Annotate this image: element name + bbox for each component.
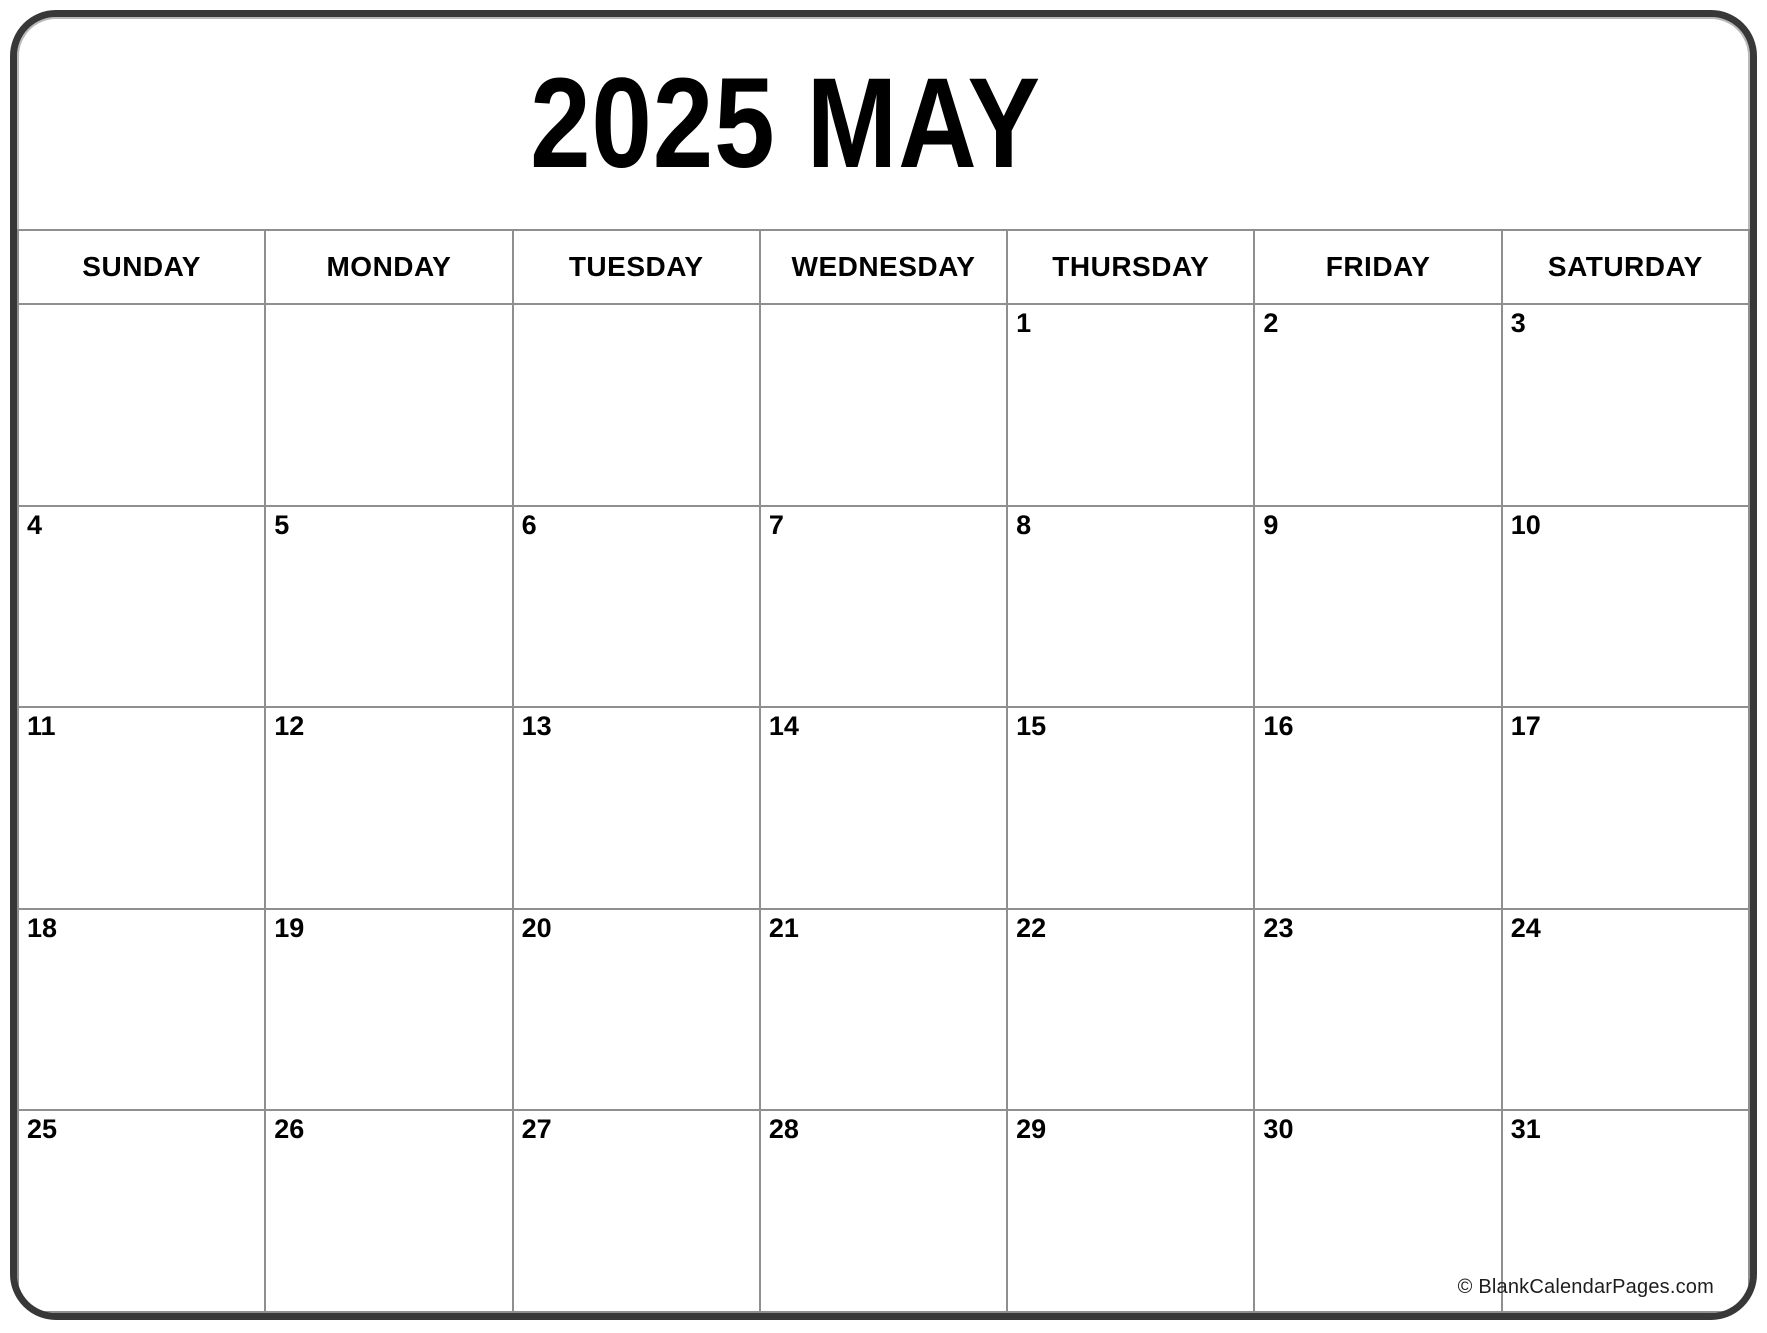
day-cell-13 (514, 708, 759, 908)
day-number: 26 (274, 1114, 305, 1145)
day-cell-4 (19, 507, 264, 707)
day-cell-29 (1008, 1111, 1253, 1311)
day-cell-6 (514, 507, 759, 707)
day-number: 21 (768, 912, 799, 943)
day-number: 23 (1263, 912, 1294, 943)
day-number: 19 (274, 912, 305, 943)
day-cell-3 (1503, 305, 1748, 505)
day-cell-27 (514, 1111, 759, 1311)
day-cell-14 (761, 708, 1006, 908)
day-cell-2 (1255, 305, 1500, 505)
day-cell-16 (1255, 708, 1500, 908)
weekday-header-tuesday: TUESDAY (514, 231, 759, 303)
day-number: 24 (1510, 912, 1541, 943)
empty-cell (514, 305, 759, 505)
day-number: 7 (768, 509, 784, 540)
day-number: 20 (521, 912, 552, 943)
weekday-header-friday: FRIDAY (1255, 231, 1500, 303)
day-cell-9 (1255, 507, 1500, 707)
day-cell-7 (761, 507, 1006, 707)
page-title: 2025 MAY (530, 51, 1041, 195)
day-number: 4 (27, 509, 43, 540)
day-number: 28 (768, 1114, 799, 1145)
day-cell-11 (19, 708, 264, 908)
day-number: 16 (1263, 711, 1294, 742)
day-number: 3 (1510, 308, 1526, 338)
day-number: 15 (1016, 711, 1047, 742)
day-cell-25 (19, 1111, 264, 1311)
day-cell-18 (19, 910, 264, 1110)
day-cell-12 (266, 708, 511, 908)
day-number: 31 (1510, 1114, 1541, 1145)
day-cell-8 (1008, 507, 1253, 707)
day-cell-15 (1008, 708, 1253, 908)
day-cell-26 (266, 1111, 511, 1311)
day-number: 27 (521, 1114, 552, 1145)
day-number: 5 (274, 509, 290, 540)
day-number: 17 (1510, 711, 1541, 742)
day-cell-21 (761, 910, 1006, 1110)
day-number: 13 (521, 711, 552, 742)
day-number: 14 (768, 711, 799, 742)
day-cell-10 (1503, 507, 1748, 707)
day-number: 8 (1016, 509, 1032, 540)
day-cell-23 (1255, 910, 1500, 1110)
day-number: 11 (27, 711, 56, 742)
day-cell-19 (266, 910, 511, 1110)
day-number: 29 (1016, 1114, 1047, 1145)
day-number: 22 (1016, 912, 1047, 943)
day-number: 6 (521, 509, 537, 540)
day-number: 1 (1016, 308, 1032, 338)
calendar-grid (17, 229, 1750, 1313)
weekday-header-sunday: SUNDAY (19, 231, 264, 303)
empty-cell (761, 305, 1006, 505)
day-cell-24 (1503, 910, 1748, 1110)
day-number: 2 (1263, 308, 1279, 338)
day-cell-22 (1008, 910, 1253, 1110)
day-number: 10 (1510, 509, 1541, 540)
empty-cell (266, 305, 511, 505)
day-number: 25 (27, 1114, 58, 1145)
day-number: 9 (1263, 509, 1279, 540)
empty-cell (19, 305, 264, 505)
weekday-header-thursday: THURSDAY (1008, 231, 1253, 303)
weekday-header-wednesday: WEDNESDAY (761, 231, 1006, 303)
day-number: 12 (274, 711, 305, 742)
day-cell-5 (266, 507, 511, 707)
title-area (17, 17, 1750, 229)
weekday-header-monday: MONDAY (266, 231, 511, 303)
day-cell-1 (1008, 305, 1253, 505)
watermark: © BlankCalendarPages.com (1457, 1276, 1714, 1298)
day-number: 30 (1263, 1114, 1294, 1145)
weekday-header-saturday: SATURDAY (1503, 231, 1748, 303)
calendar-frame (10, 10, 1757, 1320)
day-cell-28 (761, 1111, 1006, 1311)
day-cell-17 (1503, 708, 1748, 908)
day-number: 18 (27, 912, 58, 943)
day-cell-20 (514, 910, 759, 1110)
